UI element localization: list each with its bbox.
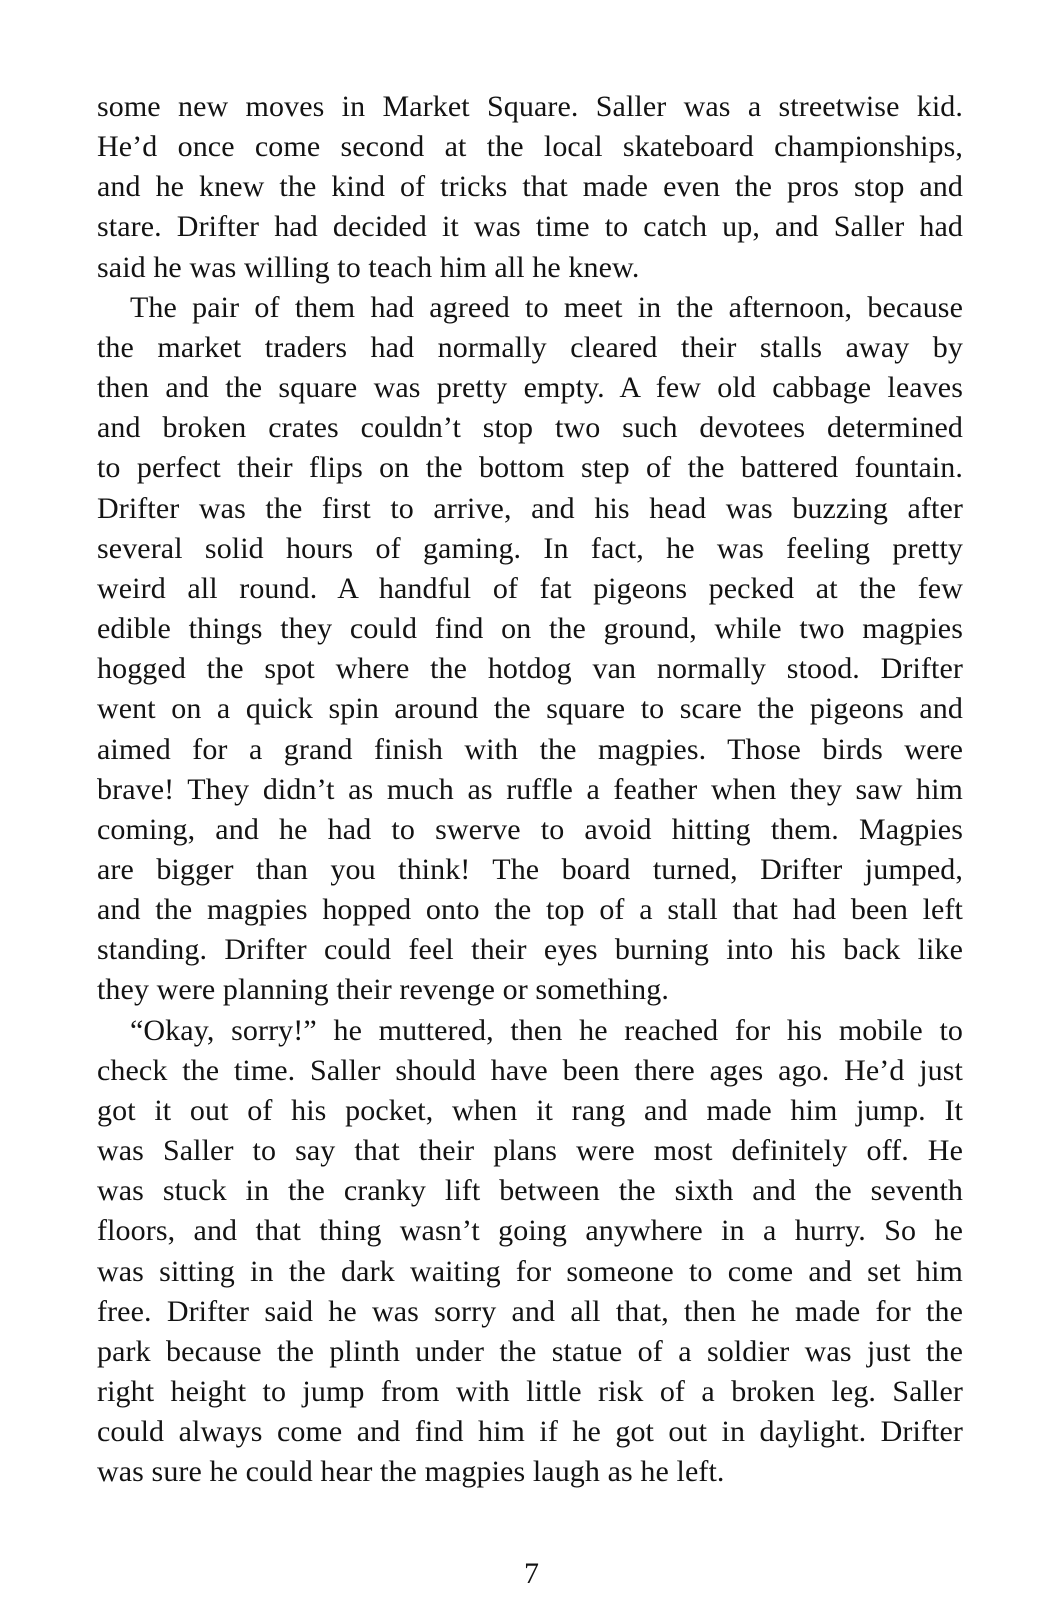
paragraph	[97, 1011, 963, 1493]
text-line: brave! They didn’t as much as ruffle a feather when they saw him	[97, 772, 963, 806]
text-line: they were planning their revenge or something.	[97, 973, 669, 1007]
text-line: right height to jump from with little risk of a broken leg. Saller	[97, 1375, 963, 1408]
text-line: check the time. Saller should have been there ages ago. He’d just	[97, 1053, 963, 1087]
text-line: and the magpies hopped onto the top of a stall that had been left	[97, 893, 963, 927]
text-line: went on a quick spin around the square to scare the pigeons and	[97, 692, 963, 726]
text-line: He’d once come second at the local skateboard championships,	[97, 130, 963, 164]
text-line: some new moves in Market Square. Saller was a streetwise kid.	[97, 90, 963, 123]
text-line: free. Drifter said he was sorry and all that, then he made for the	[97, 1294, 963, 1328]
text-line: edible things they could find on the ground, while two magpies	[97, 612, 963, 646]
text-line: was stuck in the cranky lift between the sixth and the seventh	[97, 1174, 963, 1208]
page-text	[97, 87, 963, 1492]
text-line: to perfect their flips on the bottom step of the battered fountain.	[97, 451, 963, 485]
text-line: standing. Drifter could feel their eyes burning into his back like	[97, 933, 963, 967]
text-line: stare. Drifter had decided it was time to catch up, and Saller had	[97, 210, 963, 244]
paragraph	[97, 288, 963, 1011]
page-number: 7	[524, 1557, 539, 1590]
text-line: The pair of them had agreed to meet in the afternoon, because	[130, 290, 963, 324]
paragraph	[97, 87, 963, 288]
text-line: was Saller to say that their plans were most definitely off. He	[97, 1134, 963, 1168]
text-line: was sure he could hear the magpies laugh as he left.	[97, 1455, 725, 1489]
text-line: park because the plinth under the statue of a soldier was just the	[97, 1334, 963, 1368]
text-line: and he knew the kind of tricks that made even the pros stop and	[97, 170, 963, 204]
text-line: was sitting in the dark waiting for someone to come and set him	[97, 1254, 963, 1288]
text-line: floors, and that thing wasn’t going anywhere in a hurry. So he	[97, 1214, 963, 1248]
text-line: weird all round. A handful of fat pigeons pecked at the few	[97, 571, 963, 605]
text-line: “Okay, sorry!” he muttered, then he reached for his mobile to	[130, 1013, 963, 1047]
text-line: aimed for a grand finish with the magpies. Those birds were	[97, 732, 963, 766]
text-line: got it out of his pocket, when it rang and made him jump. It	[97, 1093, 963, 1127]
text-line: are bigger than you think! The board turned, Drifter jumped,	[97, 852, 963, 886]
text-line: coming, and he had to swerve to avoid hitting them. Magpies	[97, 812, 963, 846]
text-line: could always come and find him if he got out in daylight. Drifter	[97, 1415, 963, 1449]
text-line: said he was willing to teach him all he knew.	[97, 250, 640, 284]
text-line: then and the square was pretty empty. A few old cabbage leaves	[97, 371, 963, 405]
text-line: hogged the spot where the hotdog van normally stood. Drifter	[97, 652, 963, 686]
text-line: Drifter was the first to arrive, and his head was buzzing after	[97, 491, 963, 525]
text-line: several solid hours of gaming. In fact, he was feeling pretty	[97, 531, 963, 565]
text-line: the market traders had normally cleared their stalls away by	[97, 330, 963, 364]
text-line: and broken crates couldn’t stop two such devotees determined	[97, 411, 963, 445]
